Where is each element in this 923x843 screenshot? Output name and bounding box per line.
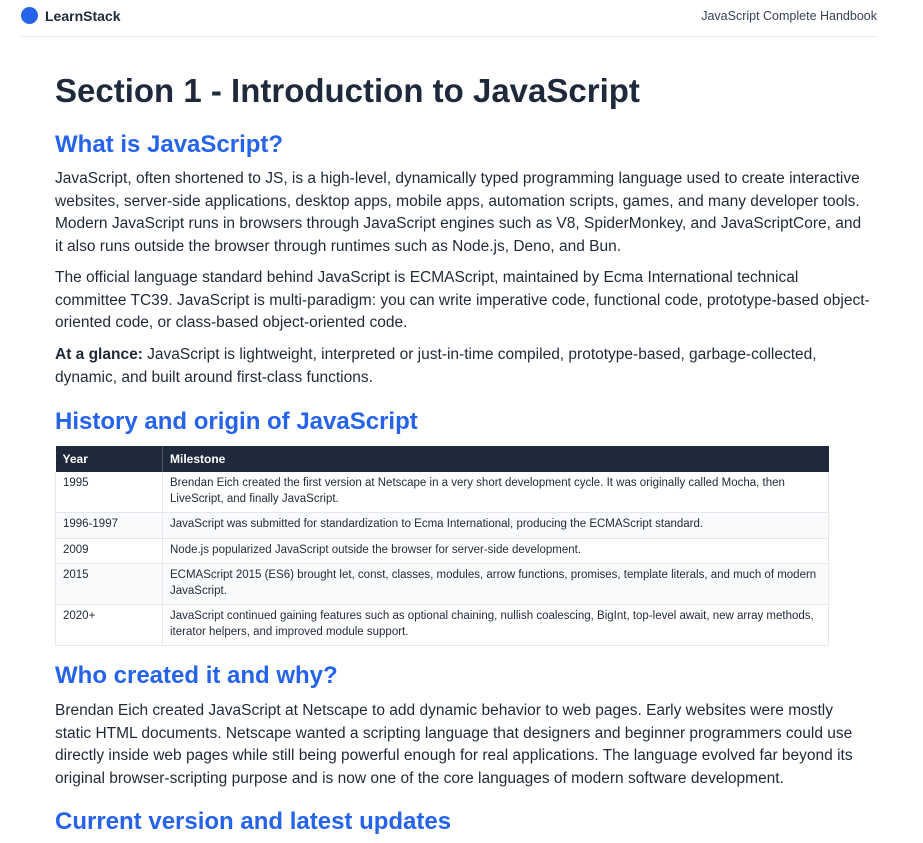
heading-what-is-javascript: What is JavaScript? [55,131,284,158]
table-row [56,472,829,513]
column-header-year: Year [56,446,163,472]
table-row [56,605,829,646]
paragraph-what-is-2: The official language standard behind JavaScript is ECMAScript, maintained by Ecma International technical committee TC39. JavaScript is multi-paradigm: you can write imperative code, functional code, prototype-based object-oriented code, or class-based object-oriented code. [55,269,870,331]
heading-who-created: Who created it and why? [55,662,338,689]
brand[interactable] [21,7,120,24]
handbook-title-link[interactable]: JavaScript Complete Handbook [701,9,877,23]
brand-logo-icon [21,7,38,24]
at-a-glance-label: At a glance: [55,346,143,363]
brand-name: LearnStack [45,7,121,24]
cell-year: 2009 [56,538,163,564]
cell-milestone: Node.js popularized JavaScript outside the browser for server-side development. [163,538,829,564]
top-bar [21,0,877,37]
column-header-milestone: Milestone [163,446,829,472]
at-a-glance-text: JavaScript is lightweight, interpreted or just-in-time compiled, prototype-based, garbage-collected, dynamic, and built around first-class functions. [55,346,817,386]
table-row [56,513,829,539]
cell-year: 1995 [56,472,163,513]
cell-milestone: ECMAScript 2015 (ES6) brought let, const, classes, modules, arrow functions, promises, template literals, and much of modern JavaScript. [163,564,829,605]
cell-milestone: JavaScript was submitted for standardization to Ecma International, producing the ECMAScript standard. [163,513,829,539]
cell-year: 1996-1997 [56,513,163,539]
heading-history: History and origin of JavaScript [55,408,418,435]
table-header-row [56,446,829,472]
paragraph-what-is-1: JavaScript, often shortened to JS, is a high-level, dynamically typed programming language used to create interactive websites, server-side applications, desktop apps, mobile apps, automation scripts, games, and many developer tools. Modern JavaScript runs in browsers through JavaScript engines such as V8, SpiderMonkey, and JavaScriptCore, and it also runs outside the browser through runtimes such as Node.js, Deno, and Bun. [55,170,862,255]
cell-milestone: Brendan Eich created the first version at Netscape in a very short development cycle. It was originally called Mocha, then LiveScript, and finally JavaScript. [163,472,829,513]
history-table [55,446,829,646]
table-row [56,538,829,564]
page-title: Section 1 - Introduction to JavaScript [55,72,640,109]
cell-year: 2015 [56,564,163,605]
paragraph-at-a-glance [55,344,873,389]
cell-year: 2020+ [56,605,163,646]
paragraph-who-created: Brendan Eich created JavaScript at Netscape to add dynamic behavior to web pages. Early websites were mostly static HTML documents. Netscape wanted a scripting language that designers and beginner programmers could use directly inside web pages while still being powerful enough for real applications. The language evolved far beyond its original browser-scripting purpose and is now one of the core languages of modern software development. [55,702,853,787]
table-row [56,564,829,605]
cell-milestone: JavaScript continued gaining features such as optional chaining, nullish coalescing, BigInt, top-level await, new array methods, iterator helpers, and improved module support. [163,605,829,646]
heading-current-version: Current version and latest updates [55,808,452,835]
